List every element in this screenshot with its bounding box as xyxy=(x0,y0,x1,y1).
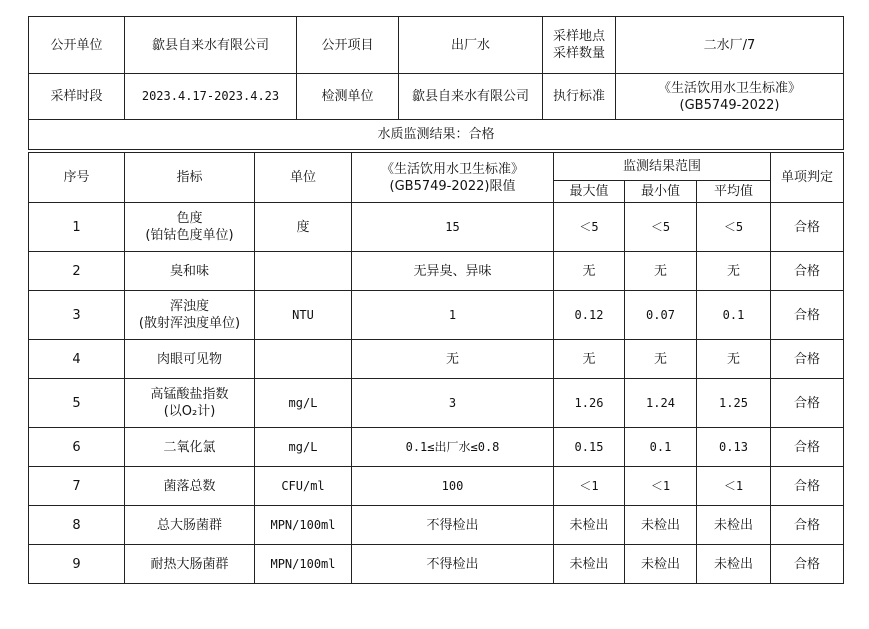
cell-verdict: 合格 xyxy=(771,467,844,506)
cell-unit xyxy=(255,252,352,291)
cell-indicator xyxy=(125,506,255,545)
table-row xyxy=(29,379,844,428)
cell-verdict: 合格 xyxy=(771,291,844,340)
header-unit: 单位 xyxy=(255,153,352,203)
cell-unit: MPN/100ml xyxy=(255,506,352,545)
cell-no: 2 xyxy=(29,252,125,291)
cell-limit: 不得检出 xyxy=(352,506,554,545)
table-row xyxy=(29,340,844,379)
table-row xyxy=(29,506,844,545)
table-row xyxy=(29,291,844,340)
cell-min: 0.1 xyxy=(625,428,697,467)
header-limit-line2: (GB5749-2022)限值 xyxy=(389,178,516,194)
sampling-site-value: 二水厂/7 xyxy=(616,17,844,74)
cell-no: 1 xyxy=(29,203,125,252)
cell-limit: 0.1≤出厂水≤0.8 xyxy=(352,428,554,467)
cell-avg: 未检出 xyxy=(697,506,771,545)
table-row xyxy=(29,252,844,291)
cell-no: 5 xyxy=(29,379,125,428)
sampling-site-label xyxy=(543,17,616,74)
cell-avg: 0.13 xyxy=(697,428,771,467)
project-label: 公开项目 xyxy=(297,17,399,74)
indicator-line: (铂钴色度单位) xyxy=(145,228,234,243)
cell-min: 0.07 xyxy=(625,291,697,340)
cell-indicator xyxy=(125,203,255,252)
header-max: 最大值 xyxy=(554,181,625,203)
testing-unit-value: 歙县自来水有限公司 xyxy=(399,74,543,120)
project-value: 出厂水 xyxy=(399,17,543,74)
publisher-value: 歙县自来水有限公司 xyxy=(125,17,297,74)
cell-max: 无 xyxy=(554,252,625,291)
indicator-line: 浑浊度 xyxy=(169,299,209,314)
cell-verdict: 合格 xyxy=(771,340,844,379)
cell-unit: NTU xyxy=(255,291,352,340)
cell-indicator xyxy=(125,340,255,379)
cell-min: 未检出 xyxy=(625,506,697,545)
header-no: 序号 xyxy=(29,153,125,203)
indicator-line: 臭和味 xyxy=(169,263,209,279)
header-indicator: 指标 xyxy=(125,153,255,203)
cell-max: 未检出 xyxy=(554,545,625,584)
cell-no: 8 xyxy=(29,506,125,545)
cell-avg: 无 xyxy=(697,340,771,379)
indicator-line: (以O₂计) xyxy=(163,404,216,419)
cell-verdict: 合格 xyxy=(771,203,844,252)
table-row xyxy=(29,203,844,252)
results-table xyxy=(28,152,844,584)
standard-name: 《生活饮用水卫生标准》 xyxy=(657,80,801,96)
cell-verdict: 合格 xyxy=(771,428,844,467)
cell-indicator xyxy=(125,291,255,340)
header-avg: 平均值 xyxy=(697,181,771,203)
cell-min: 1.24 xyxy=(625,379,697,428)
header-limit-line1: 《生活饮用水卫生标准》 xyxy=(380,161,524,177)
cell-limit: 1 xyxy=(352,291,554,340)
sampling-site-label-line1: 采样地点 xyxy=(552,29,605,44)
cell-unit: mg/L xyxy=(255,379,352,428)
sampling-period-value: 2023.4.17-2023.4.23 xyxy=(125,74,297,120)
cell-indicator xyxy=(125,545,255,584)
cell-limit: 3 xyxy=(352,379,554,428)
indicator-line: 菌落总数 xyxy=(163,478,216,494)
table-row xyxy=(29,545,844,584)
testing-unit-label: 检测单位 xyxy=(297,74,399,120)
cell-unit: CFU/ml xyxy=(255,467,352,506)
cell-min: ＜5 xyxy=(625,203,697,252)
cell-no: 6 xyxy=(29,428,125,467)
standard-code: (GB5749-2022) xyxy=(679,97,780,113)
cell-verdict: 合格 xyxy=(771,506,844,545)
cell-indicator xyxy=(125,467,255,506)
cell-limit: 无异臭、异味 xyxy=(352,252,554,291)
cell-unit: MPN/100ml xyxy=(255,545,352,584)
header-min: 最小值 xyxy=(625,181,697,203)
disclosure-info-table xyxy=(28,16,844,150)
cell-indicator xyxy=(125,428,255,467)
cell-avg: 0.1 xyxy=(697,291,771,340)
cell-max: 1.26 xyxy=(554,379,625,428)
cell-limit: 无 xyxy=(352,340,554,379)
cell-unit xyxy=(255,340,352,379)
cell-max: ＜1 xyxy=(554,467,625,506)
indicator-line: 总大肠菌群 xyxy=(156,517,222,533)
cell-max: 未检出 xyxy=(554,506,625,545)
header-verdict: 单项判定 xyxy=(771,153,844,203)
cell-min: 无 xyxy=(625,340,697,379)
cell-avg: ＜5 xyxy=(697,203,771,252)
publisher-label: 公开单位 xyxy=(29,17,125,74)
cell-max: 0.12 xyxy=(554,291,625,340)
cell-unit: mg/L xyxy=(255,428,352,467)
cell-verdict: 合格 xyxy=(771,252,844,291)
indicator-line: 二氧化氯 xyxy=(163,439,216,455)
cell-max: ＜5 xyxy=(554,203,625,252)
cell-indicator xyxy=(125,252,255,291)
cell-max: 0.15 xyxy=(554,428,625,467)
cell-limit: 100 xyxy=(352,467,554,506)
cell-no: 7 xyxy=(29,467,125,506)
overall-result: 水质监测结果：合格 xyxy=(29,120,844,150)
header-limit xyxy=(352,153,554,203)
cell-no: 9 xyxy=(29,545,125,584)
table-row xyxy=(29,467,844,506)
sampling-period-label: 采样时段 xyxy=(29,74,125,120)
indicator-line: 肉眼可见物 xyxy=(156,351,222,367)
cell-min: 无 xyxy=(625,252,697,291)
cell-min: ＜1 xyxy=(625,467,697,506)
cell-indicator xyxy=(125,379,255,428)
cell-avg: 未检出 xyxy=(697,545,771,584)
cell-min: 未检出 xyxy=(625,545,697,584)
cell-unit: 度 xyxy=(255,203,352,252)
cell-verdict: 合格 xyxy=(771,379,844,428)
standard-value xyxy=(616,74,844,120)
cell-limit: 不得检出 xyxy=(352,545,554,584)
header-range: 监测结果范围 xyxy=(554,153,771,181)
indicator-line: 耐热大肠菌群 xyxy=(150,556,229,572)
standard-label: 执行标准 xyxy=(543,74,616,120)
table-row xyxy=(29,428,844,467)
cell-no: 4 xyxy=(29,340,125,379)
cell-no: 3 xyxy=(29,291,125,340)
indicator-line: (散射浑浊度单位) xyxy=(138,316,241,331)
cell-verdict: 合格 xyxy=(771,545,844,584)
cell-avg: ＜1 xyxy=(697,467,771,506)
cell-limit: 15 xyxy=(352,203,554,252)
cell-avg: 1.25 xyxy=(697,379,771,428)
sampling-site-label-line2: 采样数量 xyxy=(552,46,605,61)
indicator-line: 色度 xyxy=(176,211,203,226)
cell-avg: 无 xyxy=(697,252,771,291)
cell-max: 无 xyxy=(554,340,625,379)
indicator-line: 高锰酸盐指数 xyxy=(150,387,229,402)
